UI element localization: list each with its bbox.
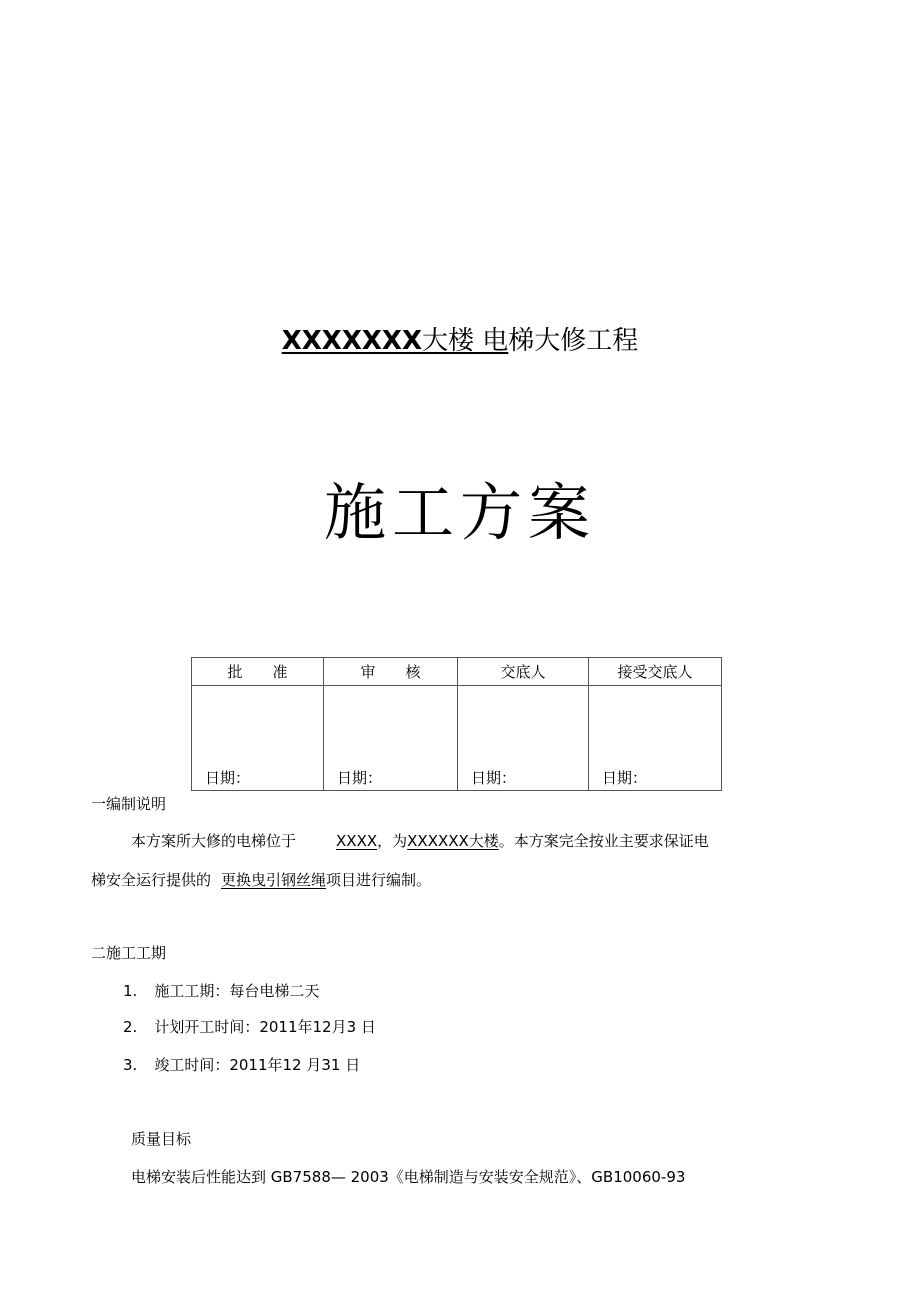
header-discloser: 交底人: [458, 658, 589, 686]
document-title: 施工方案: [323, 476, 596, 549]
section1-paragraph-line2: 梯安全运行提供的 更换曳引钢丝绳项目进行编制。: [91, 871, 432, 889]
project-title-prefix: XXXXXXX: [281, 326, 423, 356]
date-cell-recipient: 日期：: [589, 686, 722, 791]
date-cell-discloser: 日期：: [458, 686, 589, 791]
list-item: 1. 施工工期：每台电梯二天: [123, 982, 320, 1000]
section2-heading: 二施工工期: [91, 944, 167, 962]
section1-paragraph-line1: 本方案所大修的电梯位于 XXXX，为XXXXXX大楼。本方案完全按业主要求保证电: [131, 832, 709, 850]
signature-header-row: [192, 658, 722, 686]
date-cell-review: 日期：: [324, 686, 458, 791]
list-item: 3. 竣工时间：2011年12 月31 日: [123, 1056, 361, 1074]
header-recipient: 接受交底人: [589, 658, 722, 686]
header-review: 审 核: [324, 658, 458, 686]
header-approve: 批 准: [192, 658, 324, 686]
section3-paragraph-line1: 电梯安装后性能达到 GB7588— 2003《电梯制造与安装安全规范》、GB10060-93: [131, 1168, 686, 1186]
date-cell-approve: 日期：: [192, 686, 324, 791]
signature-body-row: [192, 686, 722, 791]
project-title: [0, 320, 920, 357]
project-title-part2: 梯大修工程: [508, 326, 639, 356]
section3-heading: 质量目标: [131, 1130, 192, 1148]
list-item: 2. 计划开工时间：2011年12月3 日: [123, 1018, 376, 1036]
signature-table: [191, 657, 722, 791]
section1-heading: 一编制说明: [91, 795, 167, 813]
project-title-part1: 大楼 电: [422, 326, 509, 356]
